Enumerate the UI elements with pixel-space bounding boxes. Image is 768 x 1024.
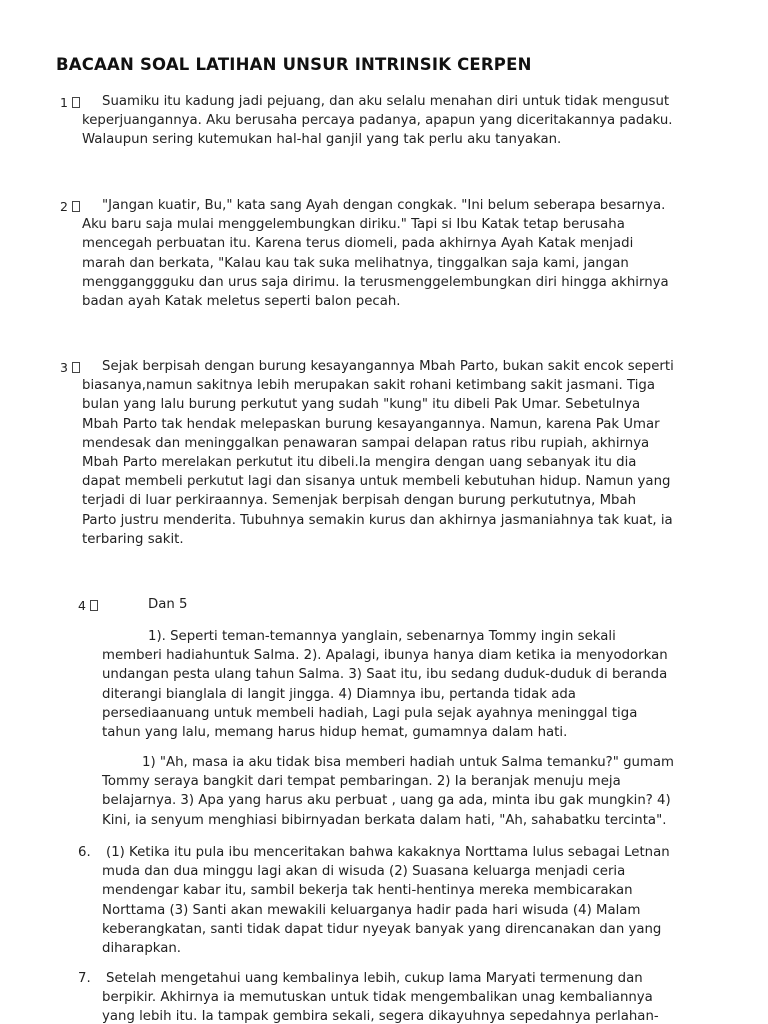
paragraph-line: Tommy seraya bangkit dari tempat pembaringan. 2) Ia beranjak menuju meja xyxy=(102,774,621,790)
section-1-paragraph xyxy=(82,92,672,150)
paragraph-line: yang lebih itu. Ia tampak gembira sekali, segera dikayuhnya sepedahnya perlahan- xyxy=(102,1009,659,1024)
paragraph-line: mendesak dan meninggalkan penawaran sampai delapan ratus ribu rupiah, akhirnya xyxy=(82,435,650,451)
section-6-paragraph xyxy=(102,843,670,958)
paragraph-line: marah dan berkata, "Kalau kau tak suka melihatnya, tinggalkan saja kami, jangan xyxy=(82,255,629,271)
paragraph-line: bulan yang lalu burung perkutut yang sudah "kung" itu dibeli Pak Umar. Sebetulnya xyxy=(82,397,641,413)
section-4-part-a xyxy=(102,627,668,742)
section-7-paragraph xyxy=(102,969,659,1024)
section-4-number-text: 4 xyxy=(78,598,86,613)
paragraph-line: terbaring sakit. xyxy=(82,531,184,547)
section-7-number: 7. xyxy=(78,971,91,986)
section-6-number: 6. xyxy=(78,845,91,860)
section-3-paragraph xyxy=(82,357,674,549)
section-2-number-text: 2 xyxy=(60,199,68,214)
section-heading-text: Dan 5 xyxy=(148,597,188,612)
paragraph-line: Walaupun sering kutemukan hal-hal ganjil yang tak perlu aku tanyakan. xyxy=(82,132,562,148)
paragraph-line: berpikir. Akhirnya ia memutuskan untuk tidak mengembalikan unag kembaliannya xyxy=(102,990,653,1006)
document-title: BACAAN SOAL LATIHAN UNSUR INTRINSIK CERPEN xyxy=(56,55,532,74)
paragraph-line: undangan pesta ulang tahun Salma. 3) Saat itu, ibu sedang duduk-duduk di beranda xyxy=(102,667,668,683)
section-2-number xyxy=(60,199,80,214)
paragraph-line: keberangkatan, santi tidak dapat tidur nyeyak banyak yang direncanakan dan yang xyxy=(102,921,662,937)
paragraph-line: keperjuangannya. Aku berusaha percaya padanya, apapun yang diceritakannya padaku. xyxy=(82,113,673,129)
paragraph-line: muda dan dua minggu lagi akan di wisuda (2) Suasana keluarga menjadi ceria xyxy=(102,864,626,880)
paragraph-line: diharapkan. xyxy=(102,941,182,957)
paragraph-line: Sejak berpisah dengan burung kesayangannya Mbah Parto, bukan sakit encok seperti xyxy=(102,359,674,374)
paragraph-line: biasanya,namun sakitnya lebih merupakan sakit rohani ketimbang sakit jasmani. Tiga xyxy=(82,378,655,394)
paragraph-line: Norttama (3) Santi akan mewakili keluarganya hadir pada hari wisuda (4) Malam xyxy=(102,902,641,918)
paragraph-line: 1). Seperti teman-temannya yanglain, sebenarnya Tommy ingin sekali xyxy=(148,629,616,644)
bullet-box-icon xyxy=(72,97,80,108)
bullet-box-icon xyxy=(72,362,80,373)
section-1-number-text: 1 xyxy=(60,95,68,110)
paragraph-line: Aku baru saja mulai menggelembungkan diriku." Tapi si Ibu Katak tetap berusaha xyxy=(82,217,625,233)
paragraph-line: Mbah Parto merelakan perkutut itu dibeli.Ia mengira dengan uang sebanyak itu dia xyxy=(82,455,637,471)
section-1-number xyxy=(60,95,80,110)
paragraph-line: persediaanuang untuk membeli hadiah, Lagi pula sejak ayahnya meninggal tiga xyxy=(102,705,638,721)
paragraph-line: mengganggguku dan urus saja dirimu. Ia terusmenggelembungkan diri hingga akhirnya xyxy=(82,274,669,290)
paragraph-line: 1) "Ah, masa ia aku tidak bisa memberi hadiah untuk Salma temanku?" gumam xyxy=(142,755,674,770)
paragraph-line: badan ayah Katak meletus seperti balon pecah. xyxy=(82,294,401,310)
section-4-heading xyxy=(148,595,188,614)
section-4-part-b xyxy=(102,753,674,830)
paragraph-line: Suamiku itu kadung jadi pejuang, dan aku selalu menahan diri untuk tidak mengusut xyxy=(102,94,670,109)
paragraph-line: "Jangan kuatir, Bu," kata sang Ayah dengan congkak. "Ini belum seberapa besarnya. xyxy=(102,198,666,213)
section-2-paragraph xyxy=(82,196,669,311)
paragraph-line: Setelah mengetahui uang kembalinya lebih, cukup lama Maryati termenung dan xyxy=(106,971,643,986)
bullet-box-icon xyxy=(90,600,98,611)
section-4-number xyxy=(78,598,98,613)
section-3-number xyxy=(60,360,80,375)
paragraph-line: mencegah perbuatan itu. Karena terus diomeli, pada akhirnya Ayah Katak menjadi xyxy=(82,236,634,252)
paragraph-line: belajarnya. 3) Apa yang harus aku perbuat , uang ga ada, minta ibu gak mungkin? 4) xyxy=(102,793,671,809)
paragraph-line: tahun yang lalu, memang harus hidup hemat, gumamnya dalam hati. xyxy=(102,725,568,741)
paragraph-line: Parto justru menderita. Tubuhnya semakin kurus dan akhirnya jasmaniahnya tak kuat, ia xyxy=(82,512,673,528)
paragraph-line: diterangi bianglala di langit jingga. 4) Diamnya ibu, pertanda tidak ada xyxy=(102,686,576,702)
paragraph-line: Kini, ia senyum menghiasi bibirnyadan berkata dalam hati, "Ah, sahabatku tercinta". xyxy=(102,812,667,828)
paragraph-line: terjadi di luar perkiraannya. Semenjak berpisah dengan burung perkututnya, Mbah xyxy=(82,493,637,509)
paragraph-line: (1) Ketika itu pula ibu menceritakan bahwa kakaknya Norttama lulus sebagai Letnan xyxy=(106,845,670,860)
paragraph-line: mendengar kabar itu, sambil bekerja tak henti-hentinya mereka membicarakan xyxy=(102,883,633,899)
paragraph-line: memberi hadiahuntuk Salma. 2). Apalagi, ibunya hanya diam ketika ia menyodorkan xyxy=(102,648,668,664)
paragraph-line: dapat membeli perkutut lagi dan sisanya untuk membeli kebutuhan hidup. Namun yang xyxy=(82,474,671,490)
bullet-box-icon xyxy=(72,201,80,212)
paragraph-line: Mbah Parto tak hendak melepaskan burung kesayangannya. Namun, karena Pak Umar xyxy=(82,416,660,432)
section-3-number-text: 3 xyxy=(60,360,68,375)
